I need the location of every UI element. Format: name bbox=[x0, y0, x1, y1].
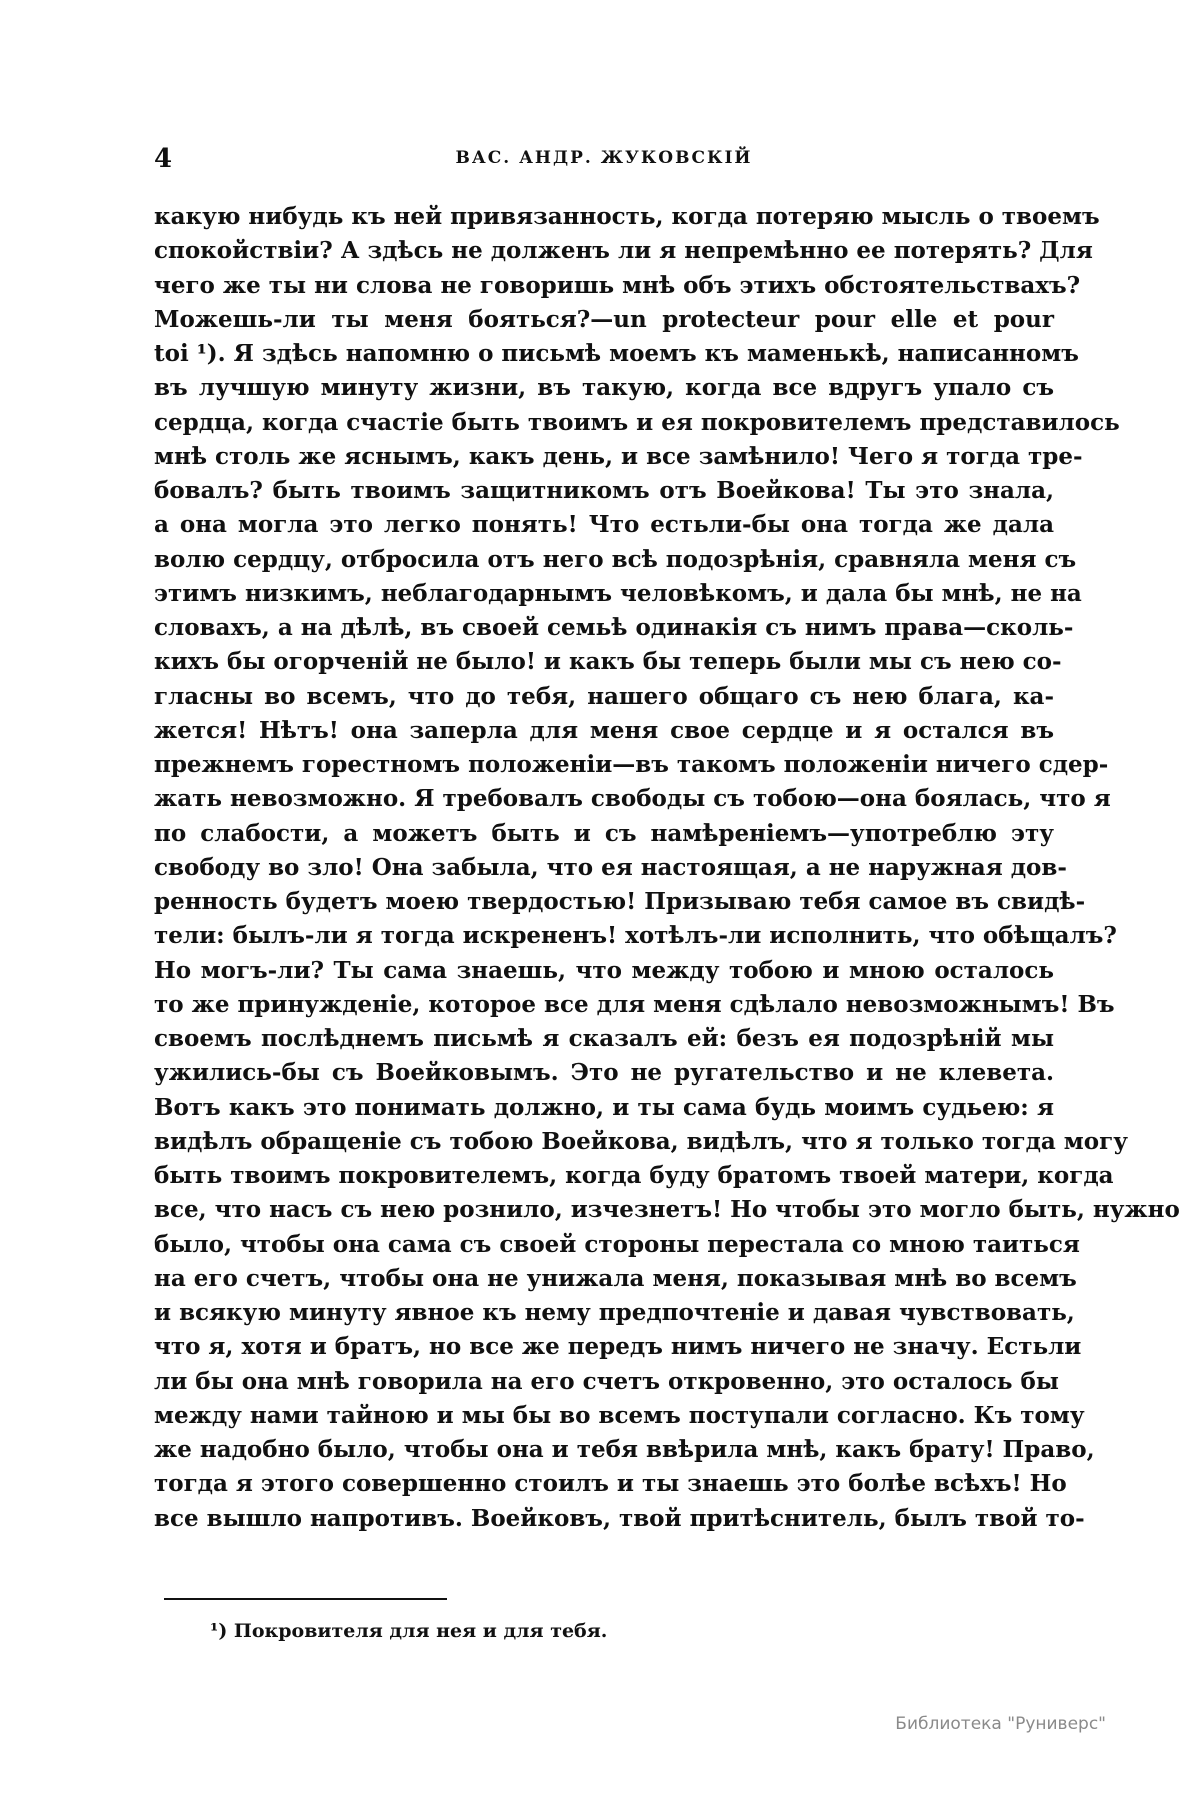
text-line: свободу во зло! Она забыла, что ея настоящая, а не наружная дов- bbox=[154, 853, 1067, 881]
text-line: Но могъ-ли? Ты сама знаешь, что между тобою и мною осталось bbox=[154, 956, 1054, 984]
text-line: то же принужденіе, которое все для меня сдѣлало невозможнымъ! Въ bbox=[154, 990, 1115, 1018]
text-line: ренность будетъ моею твердостью! Призываю тебя самое въ свидѣ- bbox=[154, 888, 1086, 915]
text-line: кихъ бы огорченій не было! и какъ бы теперь были мы съ нею со- bbox=[154, 648, 1062, 676]
text-line: волю сердцу, отбросила отъ него всѣ подозрѣнія, сравняла меня съ bbox=[154, 545, 1077, 573]
text-line: ужились-бы съ Воейковымъ. Это не ругательство и не клевета. bbox=[154, 1059, 1054, 1087]
text-line: бовалъ? быть твоимъ защитникомъ отъ Воейкова! Ты это знала, bbox=[154, 477, 1054, 504]
text-line: Можешь-ли ты меня бояться?—un protecteur pour elle et pour bbox=[154, 305, 1054, 333]
text-line: все, что насъ съ нею рознило, изчезнетъ! Но чтобы это могло быть, нужно bbox=[154, 1196, 1180, 1224]
footnote-divider bbox=[164, 1598, 447, 1600]
text-line: жется! Нѣтъ! она заперла для меня свое сердце и я остался въ bbox=[154, 716, 1054, 744]
text-line: что я, хотя и братъ, но все же передъ нимъ ничего не значу. Естьли bbox=[154, 1333, 1082, 1361]
text-line: словахъ, а на дѣлѣ, въ своей семьѣ одинакія съ нимъ права—сколь- bbox=[154, 614, 1074, 641]
text-line: все вышло напротивъ. Воейковъ, твой притѣснитель, былъ твой то- bbox=[154, 1504, 1085, 1532]
text-line: прежнемъ горестномъ положеніи—въ такомъ положеніи ничего сдер- bbox=[154, 751, 1109, 778]
text-line: ли бы она мнѣ говорила на его счетъ откровенно, это осталось бы bbox=[154, 1367, 1059, 1395]
library-watermark: Библиотека "Руниверс" bbox=[895, 1714, 1106, 1734]
text-line: быть твоимъ покровителемъ, когда буду братомъ твоей матери, когда bbox=[154, 1162, 1114, 1189]
text-line: своемъ послѣднемъ письмѣ я сказалъ ей: безъ ея подозрѣній мы bbox=[154, 1025, 1054, 1052]
footnote: ¹) Покровителя для нея и для тебя. bbox=[210, 1620, 608, 1642]
text-line: спокойствіи? А здѣсь не долженъ ли я непремѣнно ее потерять? Для bbox=[154, 237, 1093, 265]
text-line: сердца, когда счастіе быть твоимъ и ея покровителемъ представилось bbox=[154, 408, 1120, 436]
text-line: тели: былъ-ли я тогда искрененъ! хотѣлъ-ли исполнить, что обѣщалъ? bbox=[154, 922, 1117, 950]
page-number: 4 bbox=[154, 144, 173, 174]
text-line: по слабости, а можетъ быть и съ намѣреніемъ—употреблю эту bbox=[154, 819, 1054, 847]
text-line: гласны во всемъ, что до тебя, нашего общаго съ нею блага, ка- bbox=[154, 682, 1054, 710]
text-line: Вотъ какъ это понимать должно, и ты сама будь моимъ судьею: я bbox=[154, 1093, 1054, 1121]
text-line: жать невозможно. Я требовалъ свободы съ тобою—она боялась, что я bbox=[154, 785, 1111, 813]
text-line: въ лучшую минуту жизни, въ такую, когда все вдругъ упало съ bbox=[154, 374, 1054, 402]
text-line: чего же ты ни слова не говоришь мнѣ объ этихъ обстоятельствахъ? bbox=[154, 271, 1081, 299]
page-header bbox=[154, 144, 1054, 184]
running-title: ВАС. АНДР. ЖУКОВСКІЙ bbox=[455, 148, 753, 168]
body-text bbox=[154, 200, 1180, 1536]
text-line: было, чтобы она сама съ своей стороны перестала со мною таиться bbox=[154, 1230, 1080, 1258]
text-line: на его счетъ, чтобы она не унижала меня, показывая мнѣ во всемъ bbox=[154, 1264, 1077, 1292]
text-line: какую нибудь къ ней привязанность, когда потеряю мысль о твоемъ bbox=[154, 203, 1100, 230]
text-line: мнѣ столь же яснымъ, какъ день, и все замѣнило! Чего я тогда тре- bbox=[154, 442, 1083, 470]
text-line: тогда я этого совершенно стоилъ и ты знаешь это болѣе всѣхъ! Но bbox=[154, 1470, 1067, 1498]
text-line: и всякую минуту явное къ нему предпочтеніе и давая чувствовать, bbox=[154, 1299, 1075, 1326]
text-line: между нами тайною и мы бы во всемъ поступали согласно. Къ тому bbox=[154, 1401, 1085, 1429]
text-line: видѣлъ обращеніе съ тобою Воейкова, видѣлъ, что я только тогда могу bbox=[154, 1127, 1128, 1155]
text-line: toi ¹). Я здѣсь напомню о письмѣ моемъ къ маменькѣ, написанномъ bbox=[154, 340, 1079, 367]
text-line: этимъ низкимъ, неблагодарнымъ человѣкомъ, и дала бы мнѣ, не на bbox=[154, 579, 1082, 607]
text-line: а она могла это легко понять! Что естьли-бы она тогда же дала bbox=[154, 511, 1054, 539]
text-line: же надобно было, чтобы она и тебя ввѣрила мнѣ, какъ брату! Право, bbox=[154, 1436, 1095, 1463]
